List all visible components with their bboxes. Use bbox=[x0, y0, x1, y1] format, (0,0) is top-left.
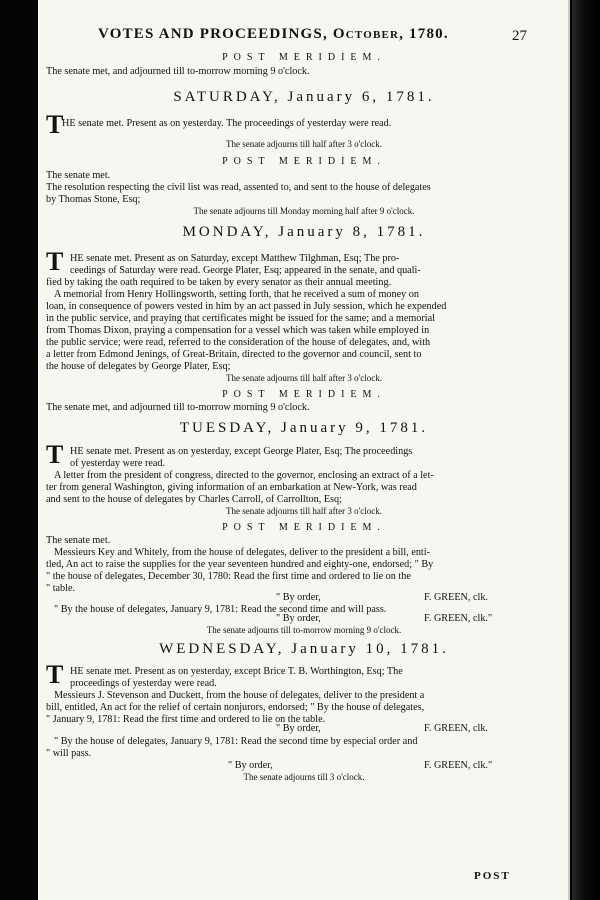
text-line: and sent to the house of delegates by Charles Carroll, of Carrollton, Esq; bbox=[46, 494, 342, 505]
text-line: The senate met, and adjourned till to-morrow morning 9 o'clock. bbox=[46, 402, 310, 413]
catchword: POST bbox=[474, 870, 511, 882]
day-heading: MONDAY, January 8, 1781. bbox=[182, 224, 426, 240]
text-line: fied by taking the oath required to be taken by every senator as their annual meeting. bbox=[46, 277, 392, 288]
day-heading: WEDNESDAY, January 10, 1781. bbox=[159, 641, 449, 657]
day-heading: SATURDAY, January 6, 1781. bbox=[173, 89, 435, 105]
text-line: by Thomas Stone, Esq; bbox=[46, 194, 141, 205]
text-line: " By order, bbox=[276, 613, 321, 624]
text-line: The senate adjourns till half after 3 o'clock. bbox=[225, 373, 383, 383]
text-line: A letter from the president of congress, directed to the governor, enclosing an extract of a let- bbox=[54, 470, 434, 481]
text-line: loan, in consequence of powers vested in him by an act passed in July session, which he expended bbox=[46, 301, 447, 312]
text-line: The senate adjourns till to-morrow morning 9 o'clock. bbox=[206, 625, 402, 635]
text-line: HE senate met. Present as on yesterday, except Brice T. B. Worthington, Esq; The bbox=[70, 666, 403, 677]
text-line: " By order, bbox=[276, 592, 321, 603]
text-line: " will pass. bbox=[46, 748, 92, 759]
text-line: ceedings of Saturday were read. George Plater, Esq; appeared in the senate, and quali- bbox=[70, 265, 421, 276]
text-line: proceedings of yesterday were read. bbox=[70, 678, 217, 689]
text-line: the public service; were read, referred to the consideration of the house of delegates, and, with bbox=[46, 337, 431, 348]
text-line: Messieurs J. Stevenson and Duckett, from the house of delegates, deliver to the president a bbox=[54, 690, 425, 701]
text-line: The senate adjourns till half after 3 o'clock. bbox=[225, 139, 383, 149]
text-line: of yesterday were read. bbox=[70, 458, 166, 469]
text-line: F. GREEN, clk. bbox=[424, 592, 488, 603]
scan-edge bbox=[572, 0, 600, 900]
text-line: A memorial from Henry Hollingsworth, setting forth, that he received a sum of money on bbox=[54, 289, 419, 300]
text-line: The senate met. bbox=[46, 170, 111, 181]
text-line: " January 9, 1781: Read the first time and ordered to lie on the table. bbox=[46, 714, 326, 725]
running-title: VOTES AND PROCEEDINGS, October, 1780. bbox=[98, 26, 449, 42]
text-line: The senate adjourns till Monday morning half after 9 o'clock. bbox=[193, 206, 415, 216]
text-line: HE senate met. Present as on Saturday, except Matthew Tilghman, Esq; The pro- bbox=[70, 253, 400, 264]
text-line: the house of delegates by George Plater, Esq; bbox=[46, 361, 231, 372]
text-line: The senate adjourns till 3 o'clock. bbox=[243, 772, 365, 782]
drop-cap: T bbox=[46, 660, 64, 689]
post-meridiem-heading: POST MERIDIEM. bbox=[222, 156, 386, 167]
text-line: HE senate met. Present as on yesterday, except George Plater, Esq; The proceedings bbox=[70, 446, 413, 457]
text-line: The senate adjourns till half after 3 o'clock. bbox=[225, 506, 383, 516]
text-line: HE senate met. Present as on yesterday. The proceedings of yesterday were read. bbox=[62, 118, 392, 129]
page-number: 27 bbox=[512, 28, 527, 44]
text-line: F. GREEN, clk. bbox=[424, 723, 488, 734]
text-line: in the public service, and praying that certificates might be issued for the same; and a memorial bbox=[46, 313, 435, 324]
post-meridiem-heading: POST MERIDIEM. bbox=[222, 522, 386, 533]
text-line: " By order, bbox=[276, 723, 321, 734]
text-line: F. GREEN, clk." bbox=[424, 760, 493, 771]
text-line: bill, entitled, An act for the relief of certain nonjurors, endorsed; " By the house of delegates, bbox=[46, 702, 425, 713]
text-line: tled, An act to raise the supplies for the year seventeen hundred and eighty-one, endorsed; " By bbox=[46, 559, 434, 570]
text-line: " table. bbox=[46, 583, 76, 594]
post-meridiem-heading: POST MERIDIEM. bbox=[222, 52, 386, 63]
drop-cap: T bbox=[46, 247, 64, 276]
text-line: from Thomas Dixon, praying a compensation for a vessel which was taken while employed in bbox=[46, 325, 430, 336]
text-line: Messieurs Key and Whitely, from the house of delegates, deliver to the president a bill, enti- bbox=[54, 547, 430, 558]
drop-cap: T bbox=[46, 440, 64, 469]
text-line: " By the house of delegates, January 9, 1781: Read the second time by especial order and bbox=[54, 736, 418, 747]
text-line: " the house of delegates, December 30, 1780: Read the first time and ordered to lie on the bbox=[46, 571, 411, 582]
text-line: " By order, bbox=[228, 760, 273, 771]
text-line: The resolution respecting the civil list was read, assented to, and sent to the house of delegates bbox=[46, 182, 431, 193]
day-heading: TUESDAY, January 9, 1781. bbox=[179, 420, 429, 436]
post-meridiem-heading: POST MERIDIEM. bbox=[222, 389, 386, 400]
drop-cap: T bbox=[46, 110, 64, 139]
text-line: The senate met, and adjourned till to-morrow morning 9 o'clock. bbox=[46, 66, 310, 77]
text-line: The senate met. bbox=[46, 535, 111, 546]
text-line: F. GREEN, clk." bbox=[424, 613, 493, 624]
document-page bbox=[38, 0, 570, 900]
text-line: ter from general Washington, giving information of an embarkation at New-York, was read bbox=[46, 482, 417, 493]
text-line: a letter from Edmond Jenings, of Great-Britain, directed to the governor and council, sent to bbox=[46, 349, 422, 360]
text-line: " By the house of delegates, January 9, 1781: Read the second time and will pass. bbox=[54, 604, 387, 615]
